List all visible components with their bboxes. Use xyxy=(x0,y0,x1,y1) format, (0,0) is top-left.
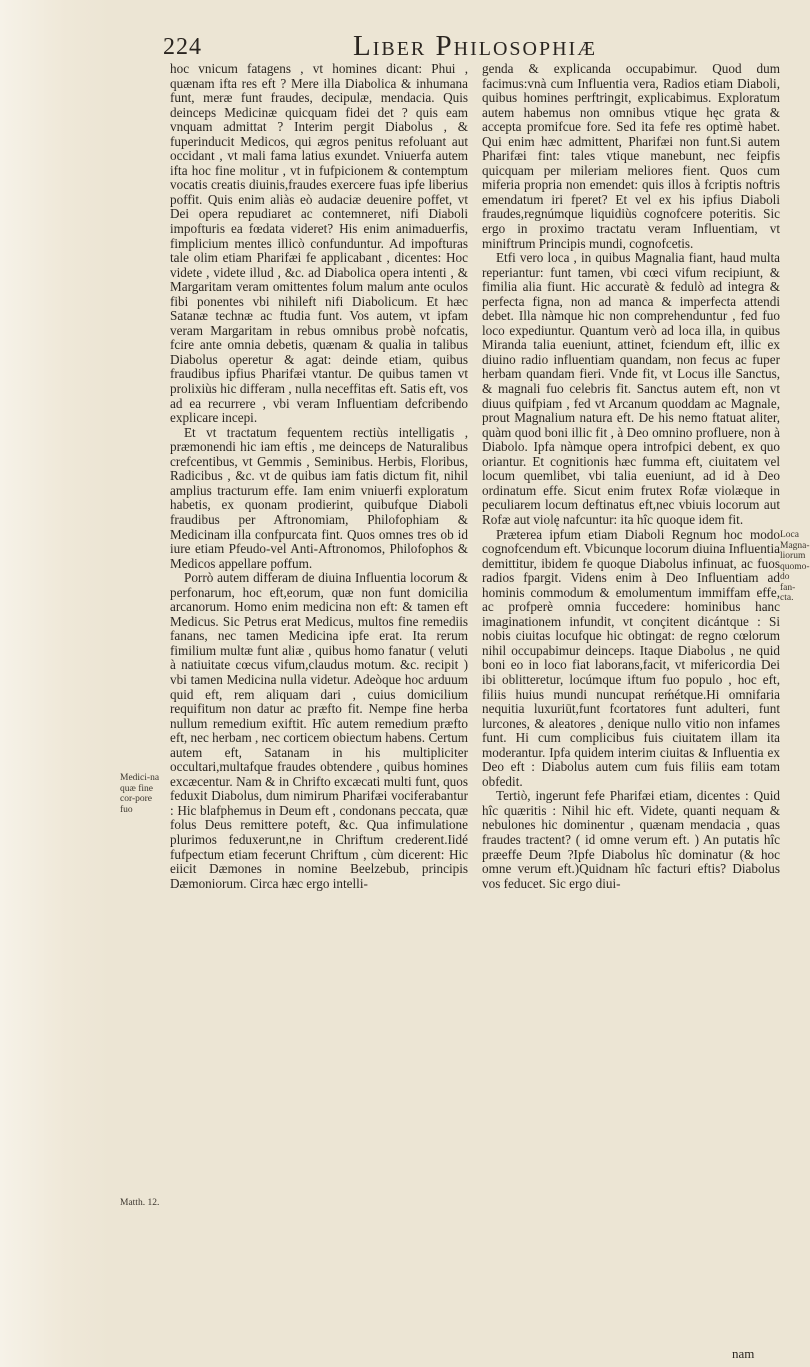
paragraph: hoc vnicum fatagens , vt homines dicant: Phui , quænam ifta res eft ? Mere illa Diabolica & inhumana funt, meræ funt fraudes, decipulæ, mendacia. Quis deinceps Medicinæ quicquam fidei det ? quis eam vnquam admittat ? Interim pergit Diabolus , & fuperinducit Medicos, qui ægros penitus refoluant aut occidant , vt mali fama latius exundet. Vniuerfa autem ifta hoc fine molitur , vt in fufpicionem & contemptum vocatis creatis diuinis,fraudes exercere fuas ipfe liberius poffit. Quis enim aliàs eò audaciæ deuenire poffet, vt Dei opera repudiaret ac contemneret, nifi Diaboli impofturis ea fœdata videret? His enim animaduerfis, fimplicium mentes illicò confunduntur. Ad impofturas tale olim etiam Pharifæi fe applicabant , dicentes: Hoc videte , videte illud , &c. ad Diabolica opera intenti , & Margaritam veram omittentes folum malum ante oculos fibi ponentes vbi nihileft nifi Diabolicum. Et hæc Satanæ technæ ac ftudia funt. Vos autem, vt ipfam veram Margaritam in rebus omnibus probè nofcatis, fcire ante omnia debetis, quænam & qualia in talibus Diabolus operetur & agat: deinde etiam, quibus fraudibus ipfius Pharifæi vtantur. De quibus tamen vt prolixiùs hic differam , nulla neceffitas eft. Satis eft, vos ad ea recurrere , vbi veram Influentiam defcribendo explicare incepi. xyxy=(170,61,468,426)
paragraph: Porrò autem differam de diuina Influentia locorum & perfonarum, hoc eft,eorum, quæ non funt domicilia arcanorum. Homo enim medicina non eft: & tamen eft Medicus. Sic Petrus erat Medicus, multos fine remediis fanans, nec tamen Medicina ipfe erat. Ita rerum fimilium multæ funt aliæ , quibus homo fanatur ( veluti à natiuitate cœcus vifum,claudus motum. &c. recipit ) vbi tamen Medicina nulla videtur. Adeòque hoc arduum quid eft, rem aliquam dari , cuius domicilium requifitum non datur ac præfto fit. Nempe fine herba nullum remedium exiftit. Hîc autem remedium præfto eft, nec herbam , nec corticem obiectum habens. Certum autem eft, Satanam in his multipliciter occultari,multafque fraudes obtendere , quibus homines excæcentur. Nam & in Chrifto excæcati multi funt, quos feduxit Diabolus, dum nimirum Pharifæi vociferabantur : Hic blafphemus in Deum eft , condonans peccata, quæ folus Deus remittere poteft, &c. Qua infimulatione plurimos feduxerunt,ne in Chriftum crederent.Iidé fufpectum etiam fecerunt Chriftum , cùm dicerent: Hic eiicit Dæmones in nomine Beelzebub, principis Dæmoniorum. Circa hæc ergo intelli- xyxy=(170,570,468,891)
left-text-column xyxy=(170,62,468,891)
catchword: nam xyxy=(732,1346,755,1361)
page-number: 224 xyxy=(163,34,202,60)
marginal-note-medici: Medici-na quæ fine cor-pore fuo xyxy=(120,773,160,815)
running-header xyxy=(163,28,763,62)
paragraph: Præterea ipfum etiam Diaboli Regnum hoc modo cognofcendum eft. Vbicunque locorum diuina Influentia demittitur, ibidem fe quoque Diabolus infinuat, ac fuos radios fpargit. Videns enim à Deo Influentiam ad hominis commodum & emolumentum immiffam effe, ac profperè omnia fuccedere: hominibus hanc imaginationem infundit, vt conçitent dicántque : Si nobis ciuitas locufque hic obtingat: de regno cœlorum nihil occupabimur deinceps. Itaque Diabolus , ne quid boni eo in loco fiat laborans,facit, vt mifericordia Dei ibi oblitteretur, locúmque iftum fuo populo , hoc eft, filiis huius mundi nuncupat reḿétque.Hi omnifaria nequitia luxuriūt,funt fcortatores funt adulteri, funt lurcones, & aleatores , denique nullo vitio non infames funt. Hi cum complicibus fuis ciuitatem illam ita moderantur. Ipfa quidem interim ciuitas & Influentia ex Deo eft : Diabolus autem cum fuis filiis eam totam obfedit. xyxy=(482,526,780,789)
paragraph: Tertiò, ingerunt fefe Pharifæi etiam, dicentes : Quid hîc quæritis : Nihil hic eft. Videte, quanti nequam & nebulones hic dominentur , quænam mendacia , quas fraudes tractent? ( id omne verum eft. ) An putatis hîc præeffe Deum ?Ipfe Diabolus hîc dominatur (& hoc omne verum eft.)Quidnam hîc facturi eftis? Diabolus vos feducet. Sic ergo diui- xyxy=(482,788,780,891)
marginal-note-matth: Matth. 12. xyxy=(120,1198,160,1208)
marginal-note-loca: Loca Magna-liorum quomo-do fan-cta. xyxy=(780,530,810,603)
right-text-column xyxy=(482,62,780,891)
running-title: Liber Philosophiæ xyxy=(353,30,597,62)
paragraph: Etfi vero loca , in quibus Magnalia fiant, haud multa reperiantur: funt tamen, vbi cœci vifum recipiunt, & fimilia alia fiunt. Hic accuratè & fedulò ad integra & perfecta figna, non ad manca & imperfecta attendi debet. Illa nàmque hic non comprehenduntur , fed fuo loco expediuntur. Quantum verò ad loca illa, in quibus Miranda talia eueniunt, attinet, fciendum eft, illic ex diuino radio influentiam quandam, non fecus ac fuper herbam quandam fieri. Vnde fit, vt Locus ille Sanctus, & magnali fuo celebris fit. Sanctus autem eft, non vt diuus quifpiam , fed vt Arcanum quoddam ac Magnale, prout Magnalium natura eft. De his nemo ftatuat aliter, quàm quod boni illic fit , à Deo omnino profluere, non à Diabolo. Ipfa nàmque opera introfpici debent, ex quo oriantur. Et cognitionis hæc fumma eft, ciuitatem vel locum quemlibet, vbi talia eueniunt, ad id à Deo ordinatum effe. Sicut enim frutex Rofæ violæque in peculiarem locum deftinatus eft,nec vbiuis locorum aut Rofæ aut violę nafcuntur: ita hîc quoque idem fit. xyxy=(482,250,780,527)
page-gutter-shadow xyxy=(0,0,110,1367)
paragraph: genda & explicanda occupabimur. Quod dum facimus:vnà cum Influentia vera, Radios etiam Diaboli, quibus homines perftringit, explicabimus. Exploratum autem habemus non omnibus vtique hęc grata & accepta promifcue fore. Sed ita fefe res optimè habet. Qui enim hæc admittent, Pharifæi non funt.Si autem Pharifæi fint: tales vtique manebunt, nec feipfis quicquam per mileriam meliores fient. Quos cum miferia propria non emendet: quis illos à fcriptis noftris emendatum iri fperet? Et vel ex his ipfius Diaboli fraudes,regnúmque liquidiùs cognofcere poteritis. Sic ergo in proximo tractatu veram Influentiam, vt miniftrum Principis mundi, cognofcetis. xyxy=(482,61,780,251)
paragraph: Et vt tractatum fequentem rectiùs intelligatis , præmonendi hic iam eftis , me deinceps de Naturalibus crefcentibus, vt Gemmis , Seminibus. Herbis, Floribus, Radicibus , &c. vt de quibus iam fatis dictum fit, nihil amplius tracturum effe. Iam enim vniuerfi exploratum habetis, ex quonam prodierint, quibufque Diaboli fraudibus per Aftronomiam, Philofophiam & Medicinam illa confpurcata fint. Quos omnes tres ob id iure etiam Pfeudo-vel Anti-Aftronomos, Philofophos & Medicos appellare poffum. xyxy=(170,424,468,571)
